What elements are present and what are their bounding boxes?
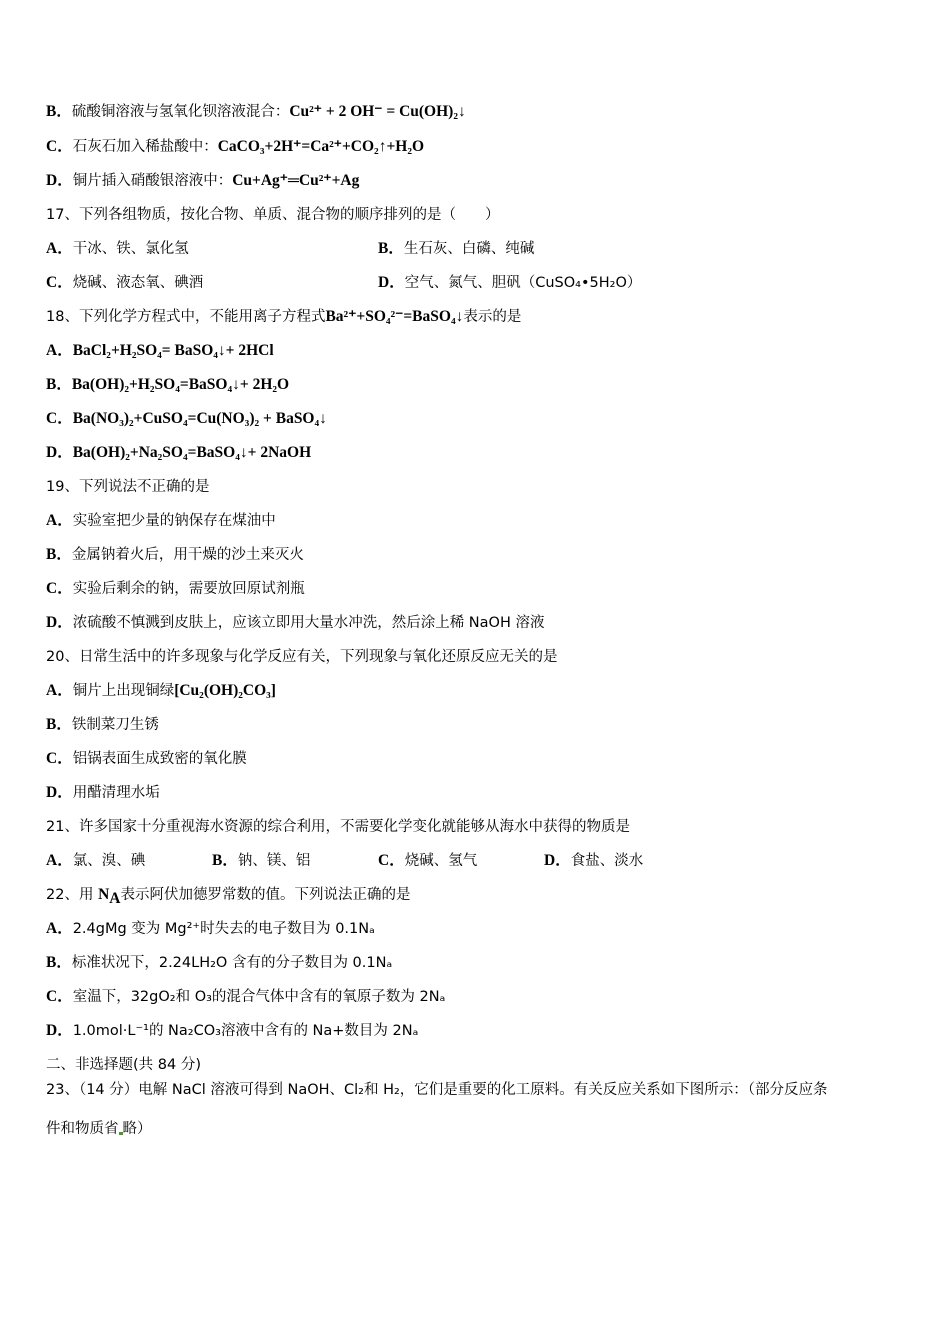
q16-option-b: B．硫酸铜溶液与氢氧化钡溶液混合：Cu²⁺ + 2 OH⁻ = Cu(OH)₂↓ (46, 103, 466, 120)
q18-option-d: D．Ba(OH)₂+Na₂SO₄=BaSO₄↓+ 2NaOH (46, 444, 312, 461)
q18-option-b: B．Ba(OH)₂+H₂SO₄=BaSO₄↓+ 2H₂O (46, 376, 290, 393)
q17-option-c: C．烧碱、液态氧、碘酒 (46, 274, 204, 291)
q21-option-d: D．食盐、淡水 (544, 852, 644, 869)
q16-option-c: C．石灰石加入稀盐酸中：CaCO₃+2H⁺=Ca²⁺+CO₂↑+H₂O (46, 138, 425, 155)
section-heading: 二、非选择题(共 84 分) (46, 1057, 201, 1073)
q17-stem: 17、下列各组物质，按化合物、单质、混合物的顺序排列的是（ ） (46, 207, 500, 223)
q22-option-a: A．2.4gMg 变为 Mg²⁺时失去的电子数目为 0.1Nₐ (46, 920, 375, 937)
ion-equation: Ba²⁺+SO₄²⁻=BaSO₄↓ (325, 308, 464, 325)
q21-option-b: B．钠、镁、铝 (212, 852, 311, 869)
q21-option-c: C．烧碱、氢气 (378, 852, 478, 869)
q17-option-b: B．生石灰、白磷、纯碱 (378, 240, 535, 257)
q19-option-b: B．金属钠着火后，用干燥的沙土来灭火 (46, 546, 304, 563)
q19-option-c: C．实验后剩余的钠，需要放回原试剂瓶 (46, 580, 305, 597)
q20-option-a: A．铜片上出现铜绿[Cu₂(OH)₂CO₃] (46, 682, 276, 699)
q20-stem: 20、日常生活中的许多现象与化学反应有关，下列现象与氧化还原反应无关的是 (46, 649, 558, 665)
q17-option-a: A．干冰、铁、氯化氢 (46, 240, 189, 257)
q22-stem: 22、用 $N_A$表示阿伏加德罗常数的值。下列说法正确的是 (46, 886, 411, 907)
q17-option-d: D．空气、氮气、胆矾（CuSO₄•5H₂O） (378, 274, 642, 291)
q19-stem: 19、下列说法不正确的是 (46, 479, 210, 495)
q21-option-a: A．氯、溴、碘 (46, 852, 146, 869)
q20-option-d: D．用醋清理水垢 (46, 784, 160, 801)
q18-option-c: C．Ba(NO₃)₂+CuSO₄=Cu(NO₃)₂ + BaSO₄↓ (46, 410, 327, 427)
q23-stem-line1: 23、（14 分）电解 NaCl 溶液可得到 NaOH、Cl₂和 H₂，它们是重要的化工原料。有关反应关系如下图所示：（部分反应条 (46, 1082, 828, 1098)
q20-option-b: B．铁制菜刀生锈 (46, 716, 159, 733)
q18-option-a: A．BaCl₂+H₂SO₄= BaSO₄↓+ 2HCl (46, 342, 274, 359)
q18-stem: 18、下列化学方程式中，不能用离子方程式Ba²⁺+SO₄²⁻=BaSO₄↓表示的是 (46, 308, 522, 325)
q19-option-a: A．实验室把少量的钠保存在煤油中 (46, 512, 276, 529)
q22-option-c: C．室温下，32gO₂和 O₃的混合气体中含有的氧原子数为 2Nₐ (46, 988, 446, 1005)
q22-option-b: B．标准状况下，2.24LH₂O 含有的分子数目为 0.1Nₐ (46, 954, 393, 971)
q19-option-d: D．浓硫酸不慎溅到皮肤上，应该立即用大量水冲洗，然后涂上稀 NaOH 溶液 (46, 614, 545, 631)
q21-stem: 21、许多国家十分重视海水资源的综合利用，不需要化学变化就能够从海水中获得的物质是 (46, 819, 630, 835)
q23-stem-line2: 件和物质省 略） (46, 1121, 152, 1137)
q22-option-d: D．1.0mol·L⁻¹的 Na₂CO₃溶液中含有的 Na+数目为 2Nₐ (46, 1022, 419, 1039)
q16-option-d: D．铜片插入硝酸银溶液中：Cu+Ag⁺═Cu²⁺+Ag (46, 172, 360, 189)
q21-options (46, 851, 710, 871)
formula: Cu+Ag⁺═Cu²⁺+Ag (232, 172, 360, 189)
formula: CaCO₃+2H⁺=Ca²⁺+CO₂↑+H₂O (217, 138, 425, 155)
formula: Cu²⁺ + 2 OH⁻ = Cu(OH)₂↓ (289, 103, 466, 120)
q20-option-c: C．铝锅表面生成致密的氧化膜 (46, 750, 247, 767)
